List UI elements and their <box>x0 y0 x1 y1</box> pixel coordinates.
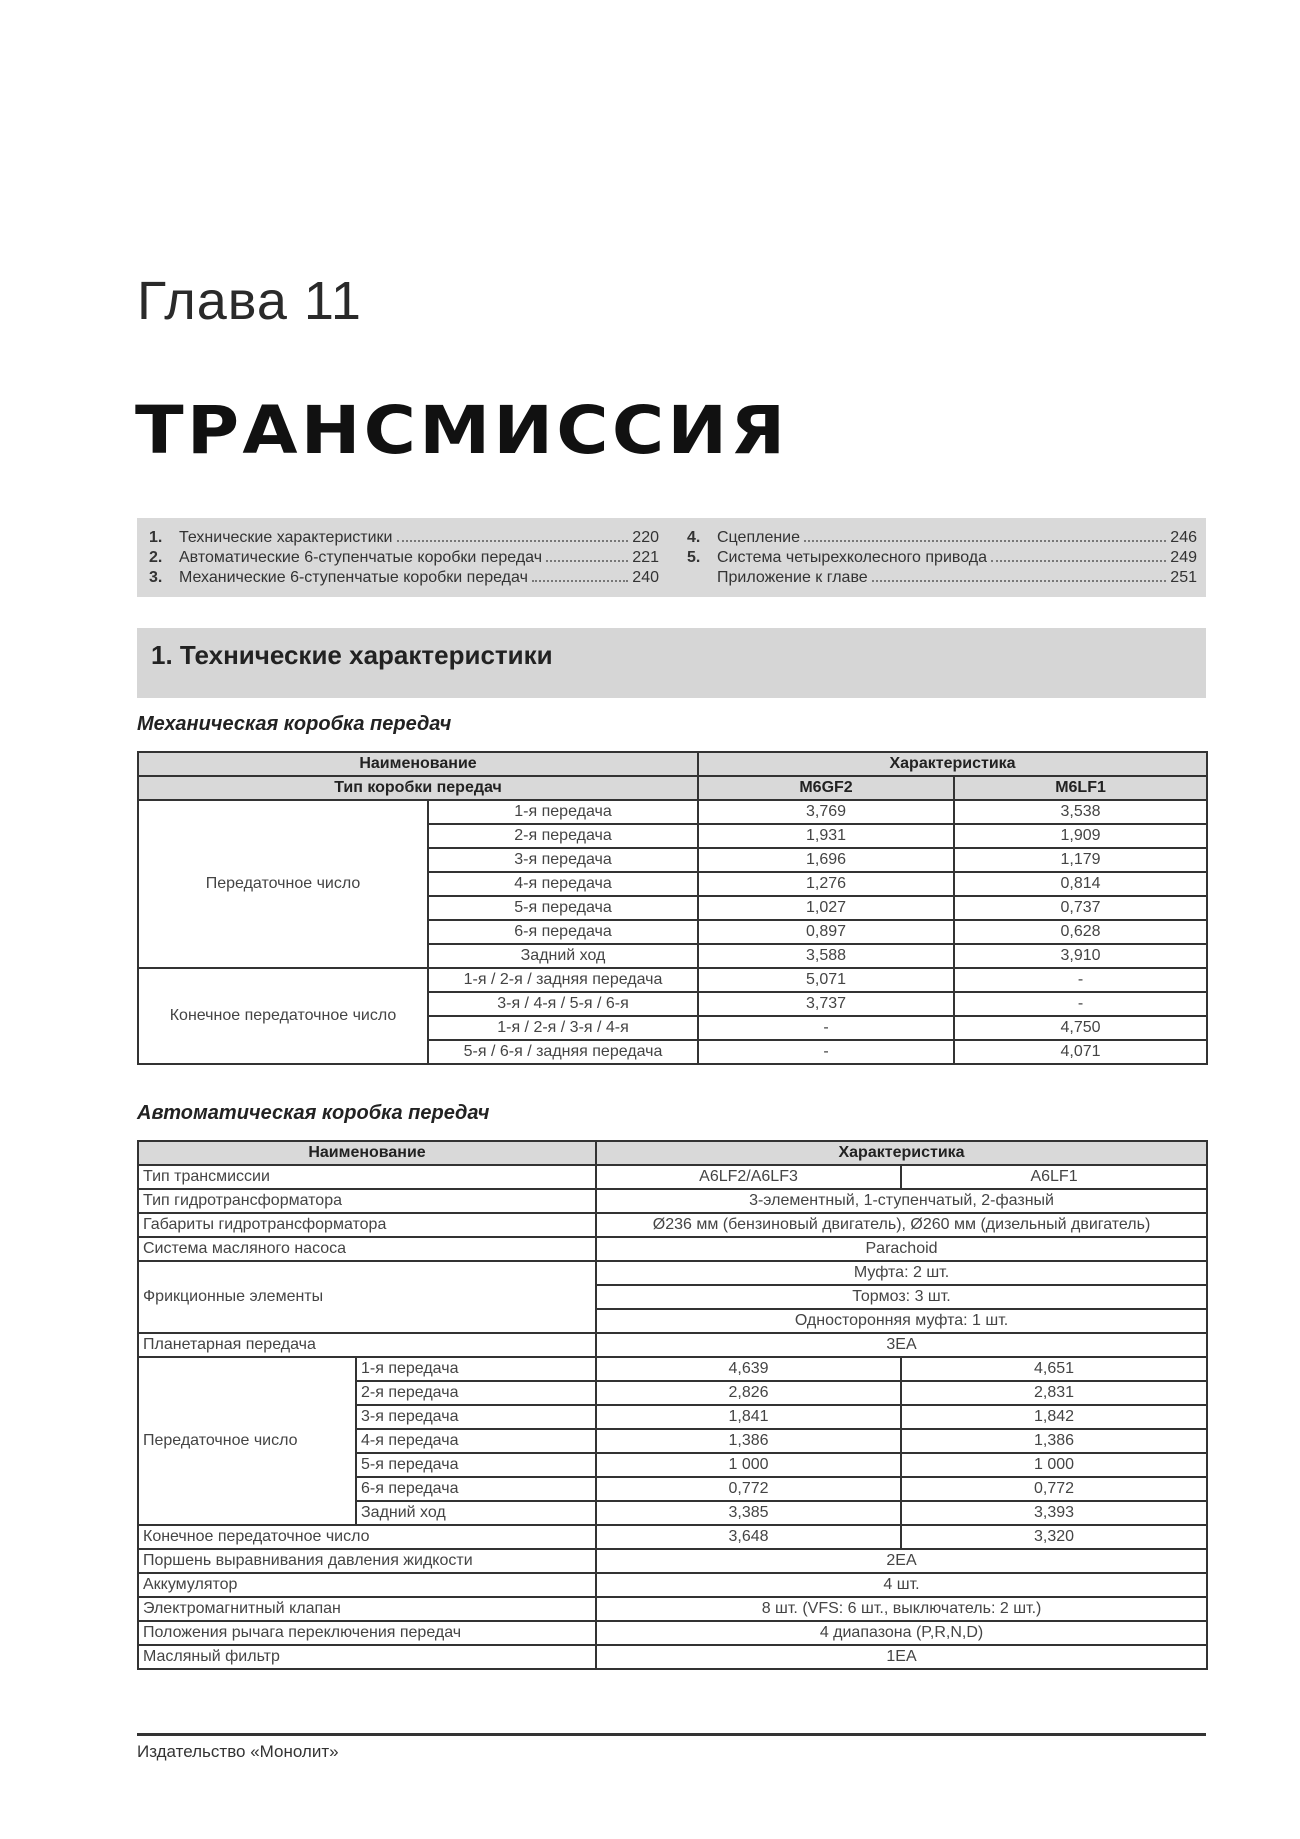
header-characteristic-cell: Характеристика <box>698 752 1207 776</box>
toc-item[interactable] <box>149 568 659 588</box>
chapter-label: Глава 11 <box>137 271 362 331</box>
row-name-cell: 4-я передача <box>356 1429 596 1453</box>
footer-divider <box>137 1733 1206 1736</box>
value-cell: Ø236 мм (бензиновый двигатель), Ø260 мм (дизельный двигатель) <box>596 1213 1207 1237</box>
value-a-cell: 2,826 <box>596 1381 901 1405</box>
toc-item[interactable] <box>687 548 1197 568</box>
toc-leader-dots <box>991 560 1166 562</box>
toc-column-left <box>149 528 659 588</box>
table-of-contents <box>137 518 1206 597</box>
value-b-cell: A6LF1 <box>901 1165 1207 1189</box>
value-b-cell: 0,772 <box>901 1477 1207 1501</box>
toc-item-label: Сцепление <box>717 529 801 546</box>
toc-item-label: Механические 6-ступенчатые коробки передач <box>179 569 528 586</box>
header-name-cell: Наименование <box>138 752 698 776</box>
row-name-cell: 3-я передача <box>356 1405 596 1429</box>
table-row <box>138 1645 1207 1669</box>
value-a-cell: 1,386 <box>596 1429 901 1453</box>
value-cell: 2EA <box>596 1549 1207 1573</box>
row-name-cell: Поршень выравнивания давления жидкости <box>138 1549 596 1573</box>
row-name-cell: 2-я передача <box>356 1381 596 1405</box>
row-name-cell: 5-я передача <box>428 896 698 920</box>
value-a-cell: 1,276 <box>698 872 954 896</box>
row-name-cell: 6-я передача <box>428 920 698 944</box>
row-name-cell: Масляный фильтр <box>138 1645 596 1669</box>
header-characteristic-cell: Характеристика <box>596 1141 1207 1165</box>
automatic-gearbox-table <box>137 1140 1208 1670</box>
value-a-cell: - <box>698 1016 954 1040</box>
toc-item[interactable] <box>149 548 659 568</box>
toc-item-page: 240 <box>632 569 659 586</box>
row-name-cell: 3-я передача <box>428 848 698 872</box>
value-a-cell: 1,841 <box>596 1405 901 1429</box>
table-row <box>138 1333 1207 1357</box>
value-a-cell: 5,071 <box>698 968 954 992</box>
table-row <box>138 776 1207 800</box>
row-name-cell: Габариты гидротрансформатора <box>138 1213 596 1237</box>
toc-leader-dots <box>397 540 629 542</box>
value-cell: 8 шт. (VFS: 6 шт., выключатель: 2 шт.) <box>596 1597 1207 1621</box>
value-b-cell: 4,071 <box>954 1040 1207 1064</box>
value-cell: 3-элементный, 1-ступенчатый, 2-фазный <box>596 1189 1207 1213</box>
value-b-cell: 3,538 <box>954 800 1207 824</box>
value-b-cell: 1 000 <box>901 1453 1207 1477</box>
row-name-cell: Электромагнитный клапан <box>138 1597 596 1621</box>
value-b-cell: 2,831 <box>901 1381 1207 1405</box>
row-name-cell: Планетарная передача <box>138 1333 596 1357</box>
toc-item-label: Автоматические 6-ступенчатые коробки передач <box>179 549 543 566</box>
value-b-cell: 3,910 <box>954 944 1207 968</box>
table-row <box>138 1573 1207 1597</box>
value-a-cell: 4,639 <box>596 1357 901 1381</box>
table-row <box>138 1237 1207 1261</box>
toc-item-page: 220 <box>632 529 659 546</box>
toc-item-number: 5. <box>687 549 701 566</box>
value-a-cell: 3,385 <box>596 1501 901 1525</box>
row-name-cell: Положения рычага переключения передач <box>138 1621 596 1645</box>
value-cell: 3EA <box>596 1333 1207 1357</box>
row-name-cell: Фрикционные элементы <box>138 1261 596 1333</box>
table-row <box>138 1213 1207 1237</box>
row-name-cell: 5-я передача <box>356 1453 596 1477</box>
value-b-cell: 1,842 <box>901 1405 1207 1429</box>
row-name-cell: 5-я / 6-я / задняя передача <box>428 1040 698 1064</box>
toc-item-label: Технические характеристики <box>179 529 393 546</box>
row-name-cell: Задний ход <box>356 1501 596 1525</box>
value-a-cell: 1 000 <box>596 1453 901 1477</box>
toc-column-right <box>687 528 1197 588</box>
row-name-cell: Задний ход <box>428 944 698 968</box>
value-a-cell: 0,772 <box>596 1477 901 1501</box>
table-row <box>138 1189 1207 1213</box>
type-a-cell: M6GF2 <box>698 776 954 800</box>
row-name-cell: 3-я / 4-я / 5-я / 6-я <box>428 992 698 1016</box>
value-cell: Тормоз: 3 шт. <box>596 1285 1207 1309</box>
toc-item[interactable] <box>149 528 659 548</box>
row-name-cell: 1-я / 2-я / задняя передача <box>428 968 698 992</box>
table-row <box>138 1621 1207 1645</box>
value-b-cell: 4,651 <box>901 1357 1207 1381</box>
table-row <box>138 1165 1207 1189</box>
value-cell: 4 шт. <box>596 1573 1207 1597</box>
value-b-cell: 0,628 <box>954 920 1207 944</box>
toc-item-number: 3. <box>149 569 163 586</box>
toc-item-label: Приложение к главе <box>717 569 868 586</box>
toc-item-number: 1. <box>149 529 163 546</box>
toc-leader-dots <box>804 540 1166 542</box>
toc-item-label: Система четырехколесного привода <box>717 549 987 566</box>
value-b-cell: 1,909 <box>954 824 1207 848</box>
table-row <box>138 800 1207 824</box>
row-name-cell: 1-я передача <box>428 800 698 824</box>
table-row <box>138 968 1207 992</box>
value-a-cell: 0,897 <box>698 920 954 944</box>
value-b-cell: 3,393 <box>901 1501 1207 1525</box>
value-b-cell: 4,750 <box>954 1016 1207 1040</box>
chapter-title: ТРАНСМИССИЯ <box>135 392 789 469</box>
value-a-cell: - <box>698 1040 954 1064</box>
footer-publisher: Издательство «Монолит» <box>137 1742 339 1761</box>
value-cell: 1EA <box>596 1645 1207 1669</box>
table-row <box>138 1357 1207 1381</box>
value-a-cell: 3,737 <box>698 992 954 1016</box>
value-b-cell: - <box>954 968 1207 992</box>
value-b-cell: 0,814 <box>954 872 1207 896</box>
type-label-cell: Тип коробки передач <box>138 776 698 800</box>
table-header-row <box>138 752 1207 776</box>
group-label-cell: Конечное передаточное число <box>138 968 428 1064</box>
value-cell: Parachoid <box>596 1237 1207 1261</box>
group-label-cell: Передаточное число <box>138 800 428 968</box>
value-cell: Односторонняя муфта: 1 шт. <box>596 1309 1207 1333</box>
row-name-cell: Тип гидротрансформатора <box>138 1189 596 1213</box>
automatic-gearbox-heading: Автоматическая коробка передач <box>137 1102 490 1124</box>
table-row <box>138 1525 1207 1549</box>
manual-gearbox-heading: Механическая коробка передач <box>137 713 452 735</box>
value-a-cell: 3,588 <box>698 944 954 968</box>
section-title: 1. Технические характеристики <box>151 640 553 670</box>
value-b-cell: 3,320 <box>901 1525 1207 1549</box>
table-header-row <box>138 1141 1207 1165</box>
value-cell: Муфта: 2 шт. <box>596 1261 1207 1285</box>
value-a-cell: 3,648 <box>596 1525 901 1549</box>
table-row <box>138 1549 1207 1573</box>
value-b-cell: - <box>954 992 1207 1016</box>
value-b-cell: 0,737 <box>954 896 1207 920</box>
value-a-cell: 3,769 <box>698 800 954 824</box>
row-name-cell: 1-я / 2-я / 3-я / 4-я <box>428 1016 698 1040</box>
toc-item-page: 246 <box>1170 529 1197 546</box>
row-name-cell: 1-я передача <box>356 1357 596 1381</box>
value-b-cell: 1,386 <box>901 1429 1207 1453</box>
toc-item-page: 221 <box>632 549 659 566</box>
row-name-cell: 2-я передача <box>428 824 698 848</box>
header-name-cell: Наименование <box>138 1141 596 1165</box>
value-a-cell: 1,931 <box>698 824 954 848</box>
toc-leader-dots <box>532 580 628 582</box>
group-label-cell: Передаточное число <box>138 1357 356 1525</box>
value-cell: 4 диапазона (P,R,N,D) <box>596 1621 1207 1645</box>
row-name-cell: Конечное передаточное число <box>138 1525 596 1549</box>
toc-item[interactable] <box>687 568 1197 588</box>
table-row <box>138 1597 1207 1621</box>
toc-item-page: 251 <box>1170 569 1197 586</box>
toc-item-number: 2. <box>149 549 163 566</box>
row-name-cell: Система масляного насоса <box>138 1237 596 1261</box>
toc-item-number: 4. <box>687 529 701 546</box>
toc-leader-dots <box>546 560 628 562</box>
table-row <box>138 1261 1207 1285</box>
type-b-cell: M6LF1 <box>954 776 1207 800</box>
toc-item[interactable] <box>687 528 1197 548</box>
row-name-cell: 4-я передача <box>428 872 698 896</box>
row-name-cell: Тип трансмиссии <box>138 1165 596 1189</box>
toc-leader-dots <box>872 580 1167 582</box>
value-a-cell: 1,696 <box>698 848 954 872</box>
value-b-cell: 1,179 <box>954 848 1207 872</box>
manual-gearbox-table <box>137 751 1208 1065</box>
toc-item-page: 249 <box>1170 549 1197 566</box>
value-a-cell: 1,027 <box>698 896 954 920</box>
section-header-bar <box>137 628 1206 698</box>
row-name-cell: 6-я передача <box>356 1477 596 1501</box>
value-a-cell: A6LF2/A6LF3 <box>596 1165 901 1189</box>
row-name-cell: Аккумулятор <box>138 1573 596 1597</box>
